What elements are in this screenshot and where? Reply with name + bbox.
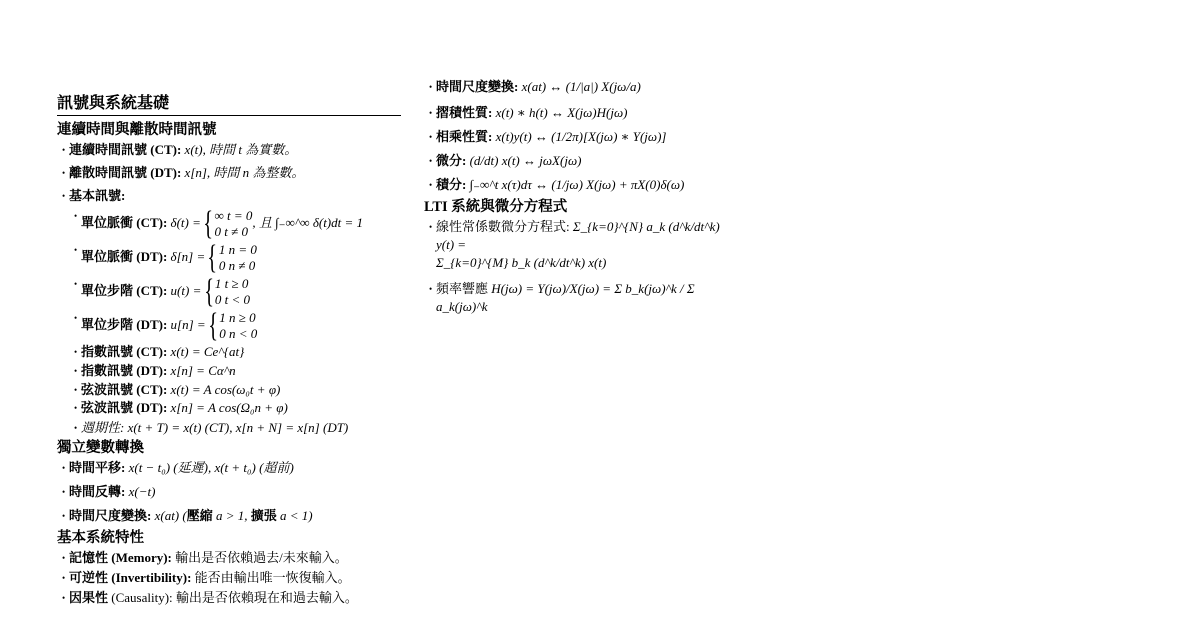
section-heading-transform: 獨立變數轉換 [57, 440, 144, 456]
list-item: • 相乘性質: x(t)y(t) ↔ (1/2π)[X(jω) ∗ Y(jω)] [424, 128, 724, 146]
list-item: • 時間尺度變換: x(at) ↔ (1/|a|) X(jω/a) [424, 78, 724, 96]
section-heading-ct-dt: 連續時間與離散時間訊號 [57, 122, 217, 138]
transform-list [57, 459, 401, 525]
document-title: 訊號與系統基礎 [57, 90, 401, 116]
list-item: • 積分: ∫₋∞^t x(τ)dτ ↔ (1/jω) X(jω) + πX(0)δ(ω) [424, 176, 724, 194]
list-item: • 因果性 (Causality): 輸出是否依賴現在和過去輸入。 [57, 589, 401, 607]
list-item: • 單位脈衝 (DT): δ[n] = { 1 n = 0 0 n ≠ 0 [57, 241, 401, 275]
list-item: • 單位步階 (CT): u(t) = { 1 t ≥ 0 0 t < 0 [57, 275, 401, 309]
piecewise: { 1 n ≥ 0 0 n < 0 [208, 307, 258, 344]
list-item: • 指數訊號 (CT): x(t) = Ce^{at} [57, 343, 401, 361]
right-column [424, 78, 724, 316]
list-item: • 指數訊號 (DT): x[n] = Cα^n [57, 362, 401, 380]
list-item: • 摺積性質: x(t) ∗ h(t) ↔ X(jω)H(jω) [424, 104, 724, 122]
list-item: • 時間平移: x(t − t₀) (延遲), x(t + t₀) (超前) [57, 459, 401, 477]
lti-list [424, 218, 724, 316]
list-item: • 連續時間訊號 (CT): x(t), 時間 t 為實數。 [57, 141, 401, 159]
list-item: • 週期性: x(t + T) = x(t) (CT), x[n + N] = x[n] (DT) [57, 419, 401, 437]
list-item: • 單位脈衝 (CT): δ(t) = { ∞ t = 0 0 t ≠ 0 , 且 ∫₋∞^∞ δ(t)dt = 1 [57, 207, 401, 241]
list-item: • 頻率響應 H(jω) = Y(jω)/X(jω) = Σ b_k(jω)^k / Σ a_k(jω)^k [424, 280, 724, 316]
list-item: • 微分: (d/dt) x(t) ↔ jωX(jω) [424, 152, 724, 170]
left-column [57, 90, 401, 607]
ct-dt-list [57, 141, 401, 437]
list-item: • 線性常係數微分方程式: Σ_{k=0}^{N} a_k (d^k/dt^k) y(t) = Σ_{k=0}^{M} b_k (d^k/dt^k) x(t) [424, 218, 724, 272]
list-item: • 弦波訊號 (DT): x[n] = A cos(Ω₀n + φ) [57, 399, 401, 417]
piecewise: { ∞ t = 0 0 t ≠ 0 [203, 205, 253, 242]
list-item: • 記憶性 (Memory): 輸出是否依賴過去/未來輸入。 [57, 549, 401, 567]
list-item: • 離散時間訊號 (DT): x[n], 時間 n 為整數。 [57, 164, 401, 182]
list-item: • 弦波訊號 (CT): x(t) = A cos(ω₀t + φ) [57, 381, 401, 399]
list-item: • 基本訊號: [57, 187, 401, 205]
list-item: • 時間尺度變換: x(at) (壓縮 a > 1, 擴張 a < 1) [57, 507, 401, 525]
system-properties-list [57, 549, 401, 607]
list-item: • 時間反轉: x(−t) [57, 483, 401, 501]
section-heading-system-properties: 基本系統特性 [57, 530, 144, 546]
piecewise: { 1 t ≥ 0 0 t < 0 [203, 273, 251, 310]
section-heading-lti: LTI 系統與微分方程式 [424, 199, 568, 215]
piecewise: { 1 n = 0 0 n ≠ 0 [207, 239, 257, 276]
fourier-properties-list [424, 78, 724, 194]
list-item: • 單位步階 (DT): u[n] = { 1 n ≥ 0 0 n < 0 [57, 309, 401, 343]
list-item: • 可逆性 (Invertibility): 能否由輸出唯一恢復輸入。 [57, 569, 401, 587]
